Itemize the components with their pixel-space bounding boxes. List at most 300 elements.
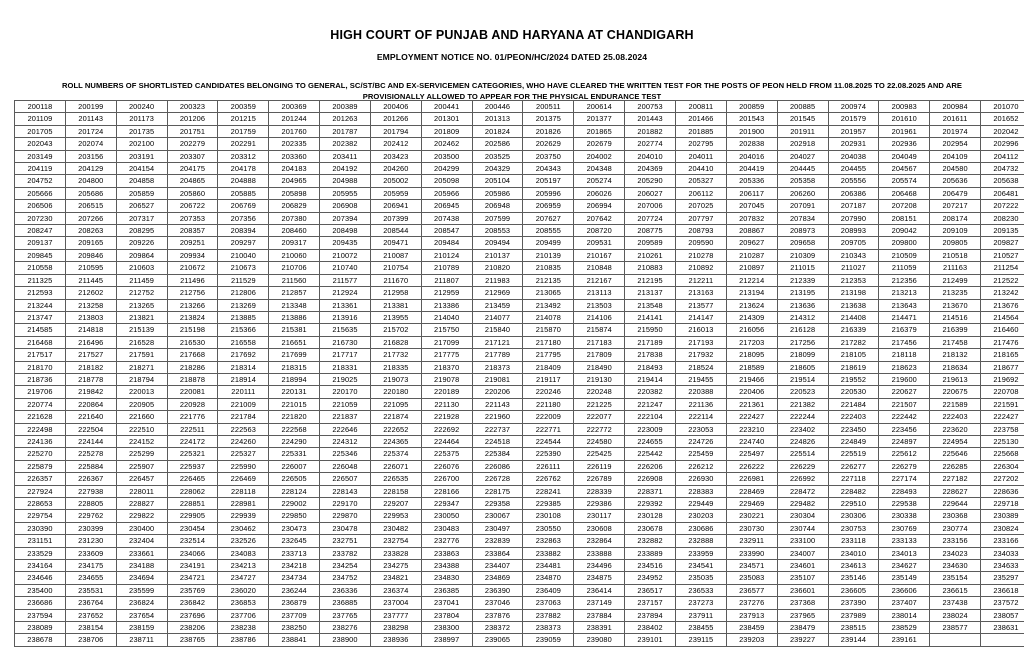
roll-number-cell: 237913 xyxy=(726,609,777,621)
roll-number-cell: 201751 xyxy=(167,125,218,137)
table-row xyxy=(15,150,1024,162)
roll-number-cell: 200441 xyxy=(421,101,472,113)
roll-number-cell: 237004 xyxy=(370,597,421,609)
roll-number-cell: 220081 xyxy=(167,386,218,398)
roll-number-cell: 217732 xyxy=(370,349,421,361)
roll-number-cell: 209317 xyxy=(269,237,320,249)
roll-number-cell: 226728 xyxy=(472,473,523,485)
roll-number-cell: 214106 xyxy=(574,311,625,323)
roll-number-cell: 238900 xyxy=(320,634,371,646)
roll-number-cell: 230608 xyxy=(574,522,625,534)
roll-number-cell: 211983 xyxy=(472,274,523,286)
roll-number-cell: 221589 xyxy=(930,398,981,410)
roll-number-cell: 225331 xyxy=(269,448,320,460)
roll-number-cell: 230399 xyxy=(65,522,116,534)
roll-number-cell: 221874 xyxy=(370,411,421,423)
roll-number-cell: 207091 xyxy=(777,200,828,212)
roll-number-cell: 217193 xyxy=(675,336,726,348)
roll-number-cell: 218314 xyxy=(218,361,269,373)
roll-number-cell: 205327 xyxy=(675,175,726,187)
roll-number-cell: 224897 xyxy=(879,435,930,447)
roll-number-cell: 217099 xyxy=(421,336,472,348)
roll-number-cell: 216828 xyxy=(370,336,421,348)
roll-number-cell: 216530 xyxy=(167,336,218,348)
roll-number-cell: 237273 xyxy=(675,597,726,609)
roll-number-cell: 230221 xyxy=(726,510,777,522)
table-row xyxy=(15,212,1024,224)
roll-number-cell: 217282 xyxy=(828,336,879,348)
roll-number-cell: 202412 xyxy=(370,138,421,150)
table-row xyxy=(15,609,1024,621)
roll-number-cell: 218490 xyxy=(574,361,625,373)
roll-number-cell: 220189 xyxy=(421,386,472,398)
roll-number-cell: 213269 xyxy=(218,299,269,311)
roll-number-cell: 210892 xyxy=(675,262,726,274)
roll-number-cell: 233959 xyxy=(675,547,726,559)
roll-number-cell: 218105 xyxy=(828,349,879,361)
roll-number-cell: 236842 xyxy=(167,597,218,609)
roll-number-cell: 214312 xyxy=(777,311,828,323)
table-row xyxy=(15,101,1024,113)
roll-number-cell: 205358 xyxy=(777,175,828,187)
roll-number-cell: 201543 xyxy=(726,113,777,125)
roll-number-cell: 239144 xyxy=(828,634,879,646)
table-row xyxy=(15,138,1024,150)
roll-number-cell: 222403 xyxy=(930,411,981,423)
roll-number-cell: 204567 xyxy=(879,163,930,175)
roll-number-cell: 210672 xyxy=(167,262,218,274)
roll-number-cell: 221015 xyxy=(269,398,320,410)
roll-number-cell: 212752 xyxy=(116,287,167,299)
roll-number-cell: 210287 xyxy=(726,249,777,261)
roll-number-cell: 228469 xyxy=(726,485,777,497)
roll-number-cell: 214077 xyxy=(472,311,523,323)
table-row xyxy=(15,125,1024,137)
roll-number-cell: 207394 xyxy=(320,212,371,224)
table-row xyxy=(15,547,1024,559)
roll-number-cell: 206027 xyxy=(625,187,676,199)
roll-number-cell: 205098 xyxy=(421,175,472,187)
roll-number-cell: 200511 xyxy=(523,101,574,113)
roll-number-cell: 204027 xyxy=(777,150,828,162)
roll-number-cell: 218994 xyxy=(269,373,320,385)
roll-number-cell: 237876 xyxy=(472,609,523,621)
roll-number-cell: 210835 xyxy=(523,262,574,274)
roll-number-cell: 237989 xyxy=(828,609,879,621)
roll-number-cell: 217838 xyxy=(625,349,676,361)
roll-number-cell: 221136 xyxy=(675,398,726,410)
roll-number-cell: 238276 xyxy=(320,622,371,634)
roll-number-cell: 226930 xyxy=(675,473,726,485)
roll-number-cell: 236390 xyxy=(472,584,523,596)
roll-number-cell: 236385 xyxy=(421,584,472,596)
roll-number-cell: 200885 xyxy=(777,101,828,113)
table-row xyxy=(15,634,1024,646)
roll-number-cell: 228166 xyxy=(421,485,472,497)
roll-number-cell: 228371 xyxy=(625,485,676,497)
roll-numbers-table-body xyxy=(15,101,1024,647)
roll-number-cell: 204154 xyxy=(116,163,167,175)
subject-statement-line-1: ROLL NUMBERS OF SHORTLISTED CANDIDATES BELONGING TO GENERAL, SC/ST/BC AND EX-SERVICEMEN CATEGORIES, WHO HAVE CLEARED THE WRITTEN TEST FOR THE POSTS OF PEON HELD FROM 11.08.2025 TO 22.08.2025 AND ARE xyxy=(12,80,1012,91)
roll-number-cell: 237572 xyxy=(981,597,1024,609)
roll-number-cell: 225425 xyxy=(574,448,625,460)
roll-number-cell: 206941 xyxy=(370,200,421,212)
roll-number-cell: 222772 xyxy=(574,423,625,435)
roll-number-cell: 220388 xyxy=(675,386,726,398)
roll-number-cell: 208498 xyxy=(320,225,371,237)
roll-number-cell: 226469 xyxy=(218,473,269,485)
roll-number-cell: 209627 xyxy=(726,237,777,249)
roll-number-cell: 213638 xyxy=(828,299,879,311)
roll-number-cell: 220180 xyxy=(370,386,421,398)
roll-number-cell: 228158 xyxy=(370,485,421,497)
roll-number-cell: 208357 xyxy=(167,225,218,237)
roll-number-cell: 201759 xyxy=(218,125,269,137)
roll-number-cell: 205860 xyxy=(167,187,218,199)
roll-number-cell: 219130 xyxy=(574,373,625,385)
roll-number-cell: 239115 xyxy=(675,634,726,646)
roll-number-cell: 213235 xyxy=(930,287,981,299)
roll-number-cell: 238402 xyxy=(625,622,676,634)
table-row xyxy=(15,522,1024,534)
roll-number-cell: 238250 xyxy=(269,622,320,634)
roll-number-cell xyxy=(981,634,1024,646)
roll-number-cell: 215874 xyxy=(574,324,625,336)
roll-number-cell: 206112 xyxy=(675,187,726,199)
roll-number-cell: 234013 xyxy=(879,547,930,559)
roll-number-cell: 229870 xyxy=(320,510,371,522)
roll-number-cell: 214471 xyxy=(879,311,930,323)
roll-number-cell: 237654 xyxy=(116,609,167,621)
roll-number-cell: 211027 xyxy=(828,262,879,274)
roll-number-cell: 224826 xyxy=(777,435,828,447)
roll-number-cell: 204865 xyxy=(167,175,218,187)
roll-number-cell: 204580 xyxy=(930,163,981,175)
roll-number-cell: 219117 xyxy=(523,373,574,385)
roll-number-cell: 210595 xyxy=(65,262,116,274)
roll-number-cell: 226048 xyxy=(320,460,371,472)
roll-number-cell: 219692 xyxy=(981,373,1024,385)
roll-number-cell: 239101 xyxy=(625,634,676,646)
table-row xyxy=(15,200,1024,212)
roll-number-cell: 219466 xyxy=(726,373,777,385)
roll-number-cell: 211529 xyxy=(218,274,269,286)
roll-number-cell: 228851 xyxy=(167,498,218,510)
roll-number-cell: 211459 xyxy=(116,274,167,286)
roll-number-cell: 201466 xyxy=(675,113,726,125)
roll-number-cell: 211059 xyxy=(879,262,930,274)
roll-number-cell: 230400 xyxy=(116,522,167,534)
roll-number-cell: 201313 xyxy=(472,113,523,125)
table-row xyxy=(15,584,1024,596)
roll-number-cell: 201611 xyxy=(930,113,981,125)
roll-number-cell: 223758 xyxy=(981,423,1024,435)
roll-number-cell: 210309 xyxy=(777,249,828,261)
roll-number-cell: 219514 xyxy=(777,373,828,385)
roll-number-cell: 237911 xyxy=(675,609,726,621)
roll-number-cell: 209494 xyxy=(472,237,523,249)
roll-number-cell: 221484 xyxy=(828,398,879,410)
roll-number-cell: 213195 xyxy=(777,287,828,299)
roll-number-cell: 200369 xyxy=(269,101,320,113)
roll-number-cell: 217809 xyxy=(574,349,625,361)
table-row xyxy=(15,349,1024,361)
roll-number-cell: 221960 xyxy=(472,411,523,423)
roll-number-cell: 229850 xyxy=(269,510,320,522)
roll-number-cell: 217456 xyxy=(879,336,930,348)
roll-number-cell: 209805 xyxy=(930,237,981,249)
table-row xyxy=(15,411,1024,423)
roll-number-cell: 217789 xyxy=(472,349,523,361)
roll-number-cell: 222511 xyxy=(167,423,218,435)
roll-number-cell: 220111 xyxy=(218,386,269,398)
roll-number-cell: 237063 xyxy=(523,597,574,609)
roll-number-cell: 200199 xyxy=(65,101,116,113)
roll-number-cell: 209846 xyxy=(65,249,116,261)
roll-number-cell: 217668 xyxy=(167,349,218,361)
roll-number-cell: 212857 xyxy=(269,287,320,299)
roll-number-cell: 222563 xyxy=(218,423,269,435)
roll-number-cell: 210706 xyxy=(269,262,320,274)
roll-number-cell: 206260 xyxy=(777,187,828,199)
roll-number-cell: 227174 xyxy=(879,473,930,485)
roll-number-cell: 221059 xyxy=(320,398,371,410)
roll-number-cell: 234496 xyxy=(574,560,625,572)
roll-number-cell: 206468 xyxy=(879,187,930,199)
roll-number-cell: 204260 xyxy=(370,163,421,175)
roll-number-cell: 213198 xyxy=(828,287,879,299)
roll-number-cell: 218589 xyxy=(726,361,777,373)
roll-number-cell: 222442 xyxy=(879,411,930,423)
roll-number-cell: 204455 xyxy=(828,163,879,175)
roll-number-cell: 223456 xyxy=(879,423,930,435)
roll-number-cell: 202100 xyxy=(116,138,167,150)
roll-number-cell: 237041 xyxy=(421,597,472,609)
roll-number-cell: 233713 xyxy=(269,547,320,559)
roll-number-cell: 201911 xyxy=(777,125,828,137)
roll-number-cell: 207222 xyxy=(981,200,1024,212)
roll-number-cell: 201885 xyxy=(675,125,726,137)
roll-number-cell: 219025 xyxy=(320,373,371,385)
roll-number-cell: 216128 xyxy=(777,324,828,336)
roll-number-cell: 209137 xyxy=(15,237,66,249)
roll-number-cell: 213194 xyxy=(726,287,777,299)
roll-number-cell: 222568 xyxy=(269,423,320,435)
roll-number-cell: 210518 xyxy=(930,249,981,261)
roll-number-cell: 218493 xyxy=(625,361,676,373)
roll-number-cell: 236686 xyxy=(15,597,66,609)
roll-number-cell: 236853 xyxy=(218,597,269,609)
roll-number-cell: 224954 xyxy=(930,435,981,447)
roll-number-cell: 233990 xyxy=(726,547,777,559)
roll-number-cell: 225937 xyxy=(167,460,218,472)
roll-number-cell: 201266 xyxy=(370,113,421,125)
roll-number-cell: 205197 xyxy=(523,175,574,187)
roll-number-cell: 237368 xyxy=(777,597,828,609)
roll-number-cell: 202335 xyxy=(269,138,320,150)
roll-number-cell: 235297 xyxy=(981,572,1024,584)
roll-number-cell: 210137 xyxy=(472,249,523,261)
roll-number-cell: 217527 xyxy=(65,349,116,361)
roll-number-cell: 230774 xyxy=(930,522,981,534)
roll-number-cell: 220382 xyxy=(625,386,676,398)
roll-number-cell: 228241 xyxy=(523,485,574,497)
roll-number-cell: 206948 xyxy=(472,200,523,212)
roll-number-cell: 238372 xyxy=(472,622,523,634)
roll-number-cell: 213916 xyxy=(320,311,371,323)
roll-number-cell: 237709 xyxy=(269,609,320,621)
roll-number-cell: 206479 xyxy=(930,187,981,199)
roll-number-cell: 213636 xyxy=(777,299,828,311)
roll-number-cell: 204038 xyxy=(828,150,879,162)
roll-number-cell: 211807 xyxy=(421,274,472,286)
roll-number-cell: 209435 xyxy=(320,237,371,249)
roll-number-cell: 205638 xyxy=(981,175,1024,187)
roll-number-cell: 230128 xyxy=(625,510,676,522)
roll-number-cell: 201882 xyxy=(625,125,676,137)
roll-number-cell: 213258 xyxy=(65,299,116,311)
roll-number-cell: 210673 xyxy=(218,262,269,274)
roll-number-cell: 226992 xyxy=(777,473,828,485)
roll-number-cell: 234516 xyxy=(625,560,676,572)
roll-number-cell: 201724 xyxy=(65,125,116,137)
roll-number-cell: 218271 xyxy=(116,361,167,373)
roll-number-cell: 215381 xyxy=(269,324,320,336)
roll-number-cell: 211015 xyxy=(777,262,828,274)
roll-number-cell: 208555 xyxy=(523,225,574,237)
roll-number-cell: 201301 xyxy=(421,113,472,125)
roll-number-cell: 235083 xyxy=(726,572,777,584)
roll-number-cell: 229002 xyxy=(269,498,320,510)
roll-number-cell: 210139 xyxy=(523,249,574,261)
roll-number-cell: 210167 xyxy=(574,249,625,261)
roll-number-cell: 226285 xyxy=(930,460,981,472)
roll-number-cell: 235154 xyxy=(930,572,981,584)
roll-number-cell: 223450 xyxy=(828,423,879,435)
roll-number-cell: 210603 xyxy=(116,262,167,274)
roll-number-cell: 234083 xyxy=(218,547,269,559)
roll-number-cell: 210527 xyxy=(981,249,1024,261)
roll-number-cell: 206026 xyxy=(574,187,625,199)
table-row xyxy=(15,187,1024,199)
roll-number-cell: 214564 xyxy=(981,311,1024,323)
roll-number-cell: 209845 xyxy=(15,249,66,261)
roll-number-cell: 210509 xyxy=(879,249,930,261)
roll-number-cell: 217795 xyxy=(523,349,574,361)
roll-number-cell: 222771 xyxy=(523,423,574,435)
roll-number-cell: 205336 xyxy=(726,175,777,187)
roll-number-cell: 232754 xyxy=(370,535,421,547)
roll-number-cell: 209705 xyxy=(828,237,879,249)
roll-number-cell: 201787 xyxy=(320,125,371,137)
roll-number-cell: 218370 xyxy=(421,361,472,373)
roll-number-cell: 203307 xyxy=(167,150,218,162)
roll-number-cell: 222646 xyxy=(320,423,371,435)
roll-number-cell: 211670 xyxy=(370,274,421,286)
roll-number-cell: 219600 xyxy=(879,373,930,385)
roll-number-cell: 207356 xyxy=(218,212,269,224)
roll-number-cell: 233156 xyxy=(930,535,981,547)
roll-number-cell: 236336 xyxy=(320,584,371,596)
page-title: HIGH COURT OF PUNJAB AND HARYANA AT CHANDIGARH xyxy=(0,28,1024,42)
roll-number-cell: 218736 xyxy=(15,373,66,385)
roll-number-cell: 230306 xyxy=(828,510,879,522)
roll-number-cell: 213065 xyxy=(523,287,574,299)
roll-number-cell: 213624 xyxy=(726,299,777,311)
roll-number-cell: 215198 xyxy=(167,324,218,336)
roll-number-cell: 234164 xyxy=(15,560,66,572)
roll-number-cell: 212499 xyxy=(930,274,981,286)
roll-number-cell: 225442 xyxy=(625,448,676,460)
roll-number-cell: 226700 xyxy=(421,473,472,485)
roll-number-cell: 229644 xyxy=(930,498,981,510)
roll-number-cell: 220248 xyxy=(574,386,625,398)
roll-number-cell: 202586 xyxy=(472,138,523,150)
roll-number-cell: 229482 xyxy=(777,498,828,510)
roll-number-cell: 230730 xyxy=(726,522,777,534)
roll-number-cell: 212958 xyxy=(370,287,421,299)
roll-number-cell: 213747 xyxy=(15,311,66,323)
roll-number-cell: 234275 xyxy=(370,560,421,572)
roll-number-cell: 227924 xyxy=(15,485,66,497)
roll-number-cell: 201705 xyxy=(15,125,66,137)
roll-number-cell: 232776 xyxy=(421,535,472,547)
roll-number-cell: 217932 xyxy=(675,349,726,361)
roll-number-cell: 213459 xyxy=(472,299,523,311)
roll-number-cell: 238238 xyxy=(218,622,269,634)
roll-number-cell: 224152 xyxy=(116,435,167,447)
roll-number-cell: 210060 xyxy=(269,249,320,261)
roll-number-cell: 201263 xyxy=(320,113,371,125)
roll-number-cell: 213113 xyxy=(574,287,625,299)
table-row xyxy=(15,386,1024,398)
roll-number-cell: 232888 xyxy=(675,535,726,547)
roll-number-cell: 212211 xyxy=(675,274,726,286)
roll-number-cell: 201070 xyxy=(981,101,1024,113)
roll-number-cell: 206386 xyxy=(828,187,879,199)
roll-number-cell: 225879 xyxy=(15,460,66,472)
roll-number-cell: 234007 xyxy=(777,547,828,559)
roll-number-cell: 236601 xyxy=(777,584,828,596)
roll-number-cell: 212135 xyxy=(523,274,574,286)
roll-number-cell: 208230 xyxy=(981,212,1024,224)
roll-number-cell: 218331 xyxy=(320,361,371,373)
roll-number-cell: 223402 xyxy=(777,423,828,435)
roll-number-cell: 216651 xyxy=(269,336,320,348)
roll-number-cell: 221143 xyxy=(472,398,523,410)
roll-number-cell: 205574 xyxy=(879,175,930,187)
roll-number-cell: 230753 xyxy=(828,522,879,534)
roll-number-cell: 235769 xyxy=(167,584,218,596)
roll-number-cell: 239227 xyxy=(777,634,828,646)
roll-number-cell: 217256 xyxy=(777,336,828,348)
roll-number-cell: 202996 xyxy=(981,138,1024,150)
roll-number-cell: 202838 xyxy=(726,138,777,150)
roll-number-cell: 221382 xyxy=(777,398,828,410)
roll-number-cell: 221247 xyxy=(625,398,676,410)
roll-number-cell: 205636 xyxy=(930,175,981,187)
roll-number-cell: 220864 xyxy=(65,398,116,410)
roll-number-cell: 225459 xyxy=(675,448,726,460)
roll-number-cell: 218623 xyxy=(879,361,930,373)
roll-number-cell: 226505 xyxy=(269,473,320,485)
roll-number-cell: 228143 xyxy=(320,485,371,497)
roll-number-cell: 207724 xyxy=(625,212,676,224)
roll-number-cell: 200323 xyxy=(167,101,218,113)
roll-number-cell: 229386 xyxy=(574,498,625,510)
table-row xyxy=(15,225,1024,237)
roll-number-cell: 234952 xyxy=(625,572,676,584)
